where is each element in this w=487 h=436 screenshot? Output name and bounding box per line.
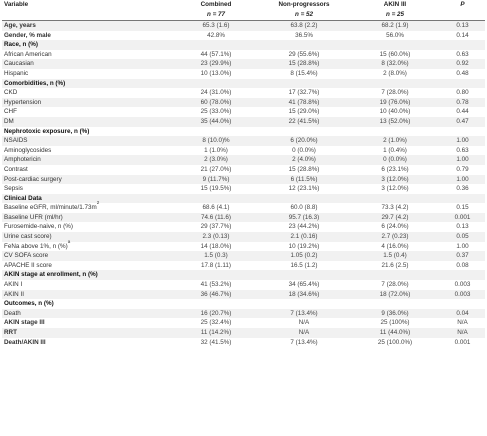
value-p: 0.05 bbox=[440, 232, 485, 242]
value-combined: 24 (31.0%) bbox=[174, 88, 258, 98]
row-label-superscript: 2 bbox=[96, 200, 100, 206]
section-header-row bbox=[2, 79, 485, 89]
value-p: 1.00 bbox=[440, 242, 485, 252]
value-akin-iii: 9 (36.0%) bbox=[350, 309, 440, 319]
value-akin-iii: 7 (28.0%) bbox=[350, 280, 440, 290]
value-p: 0.63 bbox=[440, 146, 485, 156]
value-p: 0.13 bbox=[440, 222, 485, 232]
value-akin-iii: 15 (60.0%) bbox=[350, 50, 440, 60]
value-akin-iii: 7 (28.0%) bbox=[350, 88, 440, 98]
value-combined: 36 (46.7%) bbox=[174, 290, 258, 300]
table-row bbox=[2, 261, 485, 271]
value-non-progressors: 6 (20.0%) bbox=[258, 136, 350, 146]
section-label: Outcomes, n (%) bbox=[2, 299, 485, 309]
value-akin-iii: 73.3 (4.2) bbox=[350, 203, 440, 213]
section-header-row bbox=[2, 270, 485, 280]
row-label-text: Post-cardiac surgery bbox=[4, 175, 62, 183]
value-combined: 15 (19.5%) bbox=[174, 184, 258, 194]
value-non-progressors: 6 (11.5%) bbox=[258, 175, 350, 185]
value-akin-iii: 1 (0.4%) bbox=[350, 146, 440, 156]
value-combined: 74.6 (11.6) bbox=[174, 213, 258, 223]
table-body bbox=[2, 21, 485, 348]
row-label bbox=[2, 213, 174, 223]
row-label-text: AKIN stage III bbox=[4, 319, 45, 327]
value-combined: 25 (32.4%) bbox=[174, 318, 258, 328]
value-p: 0.63 bbox=[440, 50, 485, 60]
table-row bbox=[2, 146, 485, 156]
value-akin-iii: 1.5 (0.4) bbox=[350, 251, 440, 261]
value-non-progressors: 63.8 (2.2) bbox=[258, 21, 350, 31]
row-label-text: Aminoglycosides bbox=[4, 146, 52, 154]
table-row bbox=[2, 222, 485, 232]
value-akin-iii: 19 (76.0%) bbox=[350, 98, 440, 108]
row-label-text: CKD bbox=[4, 89, 18, 97]
table-row bbox=[2, 280, 485, 290]
table-row bbox=[2, 98, 485, 108]
table-row bbox=[2, 338, 485, 348]
header-akin-iii: AKIN III bbox=[350, 0, 440, 10]
value-combined: 2 (3.0%) bbox=[174, 155, 258, 165]
header-non-progressors: Non-progressors bbox=[258, 0, 350, 10]
value-akin-iii: 10 (40.0%) bbox=[350, 107, 440, 117]
row-label-text: CV SOFA score bbox=[4, 252, 49, 260]
row-label bbox=[2, 200, 174, 213]
value-combined: 8 (10.0)% bbox=[174, 136, 258, 146]
value-non-progressors: 36.5% bbox=[258, 31, 350, 41]
table-row bbox=[2, 290, 485, 300]
value-p: 1.00 bbox=[440, 155, 485, 165]
header-variable: Variable bbox=[2, 0, 174, 10]
table-row bbox=[2, 31, 485, 41]
value-combined: 17.8 (1.11) bbox=[174, 261, 258, 271]
table-row bbox=[2, 21, 485, 31]
row-label-superscript: a bbox=[67, 238, 71, 244]
row-label-text: Baseline UFR (ml/hr) bbox=[4, 213, 63, 221]
value-akin-iii: 13 (52.0%) bbox=[350, 117, 440, 127]
row-label bbox=[2, 222, 174, 232]
value-akin-iii: 4 (16.0%) bbox=[350, 242, 440, 252]
row-label-text: African American bbox=[4, 50, 52, 58]
row-label-text: Death bbox=[4, 309, 21, 317]
row-label-text: Urine cast score) bbox=[4, 233, 52, 241]
header-n-akin-iii: n = 25 bbox=[350, 10, 440, 21]
value-combined: 44 (57.1%) bbox=[174, 50, 258, 60]
table-row bbox=[2, 251, 485, 261]
header-n-blank bbox=[2, 10, 174, 21]
value-non-progressors: 15 (28.8%) bbox=[258, 59, 350, 69]
value-p: 0.36 bbox=[440, 184, 485, 194]
row-label-text: FeNa above 1%, n (%) bbox=[4, 242, 68, 250]
value-akin-iii: 3 (12.0%) bbox=[350, 175, 440, 185]
row-label bbox=[2, 290, 174, 300]
table-row bbox=[2, 155, 485, 165]
section-label: Nephrotoxic exposure, n (%) bbox=[2, 127, 485, 137]
header-row bbox=[2, 0, 485, 10]
value-non-progressors: 18 (34.6%) bbox=[258, 290, 350, 300]
section-label: Race, n (%) bbox=[2, 40, 485, 50]
value-p: 0.78 bbox=[440, 98, 485, 108]
section-label: AKIN stage at enrollment, n (%) bbox=[2, 270, 485, 280]
row-label bbox=[2, 31, 174, 41]
section-header-row bbox=[2, 40, 485, 50]
value-p: 0.79 bbox=[440, 165, 485, 175]
section-label: Comorbidities, n (%) bbox=[2, 79, 485, 89]
table-row bbox=[2, 107, 485, 117]
value-akin-iii: 8 (32.0%) bbox=[350, 59, 440, 69]
row-label-text: NSAIDS bbox=[4, 137, 28, 145]
value-akin-iii: 0 (0.0%) bbox=[350, 155, 440, 165]
row-label-text: Amphotericin bbox=[4, 156, 41, 164]
row-label bbox=[2, 146, 174, 156]
value-p: 0.37 bbox=[440, 251, 485, 261]
value-non-progressors: 41 (78.8%) bbox=[258, 98, 350, 108]
value-non-progressors: 1.05 (0.2) bbox=[258, 251, 350, 261]
value-non-progressors: N/A bbox=[258, 328, 350, 338]
value-p: 0.14 bbox=[440, 31, 485, 41]
row-label-text: APACHE II score bbox=[4, 261, 52, 269]
row-label bbox=[2, 136, 174, 146]
section-header-row bbox=[2, 194, 485, 204]
table-row bbox=[2, 59, 485, 69]
value-p: N/A bbox=[440, 328, 485, 338]
value-combined: 41 (53.2%) bbox=[174, 280, 258, 290]
value-combined: 68.6 (4.1) bbox=[174, 203, 258, 213]
value-akin-iii: 18 (72.0%) bbox=[350, 290, 440, 300]
table-row bbox=[2, 165, 485, 175]
row-label bbox=[2, 155, 174, 165]
value-akin-iii: 21.6 (2.5) bbox=[350, 261, 440, 271]
value-combined: 21 (27.0%) bbox=[174, 165, 258, 175]
value-p: 0.13 bbox=[440, 21, 485, 31]
value-non-progressors: 23 (44.2%) bbox=[258, 222, 350, 232]
table-row bbox=[2, 117, 485, 127]
value-akin-iii: 29.7 (4.2) bbox=[350, 213, 440, 223]
row-label bbox=[2, 338, 174, 348]
value-p: 0.44 bbox=[440, 107, 485, 117]
value-non-progressors: 2 (4.0%) bbox=[258, 155, 350, 165]
value-non-progressors: 2.1 (0.16) bbox=[258, 232, 350, 242]
row-label bbox=[2, 251, 174, 261]
row-label bbox=[2, 165, 174, 175]
row-label bbox=[2, 232, 174, 242]
value-akin-iii: 25 (100.0%) bbox=[350, 338, 440, 348]
table-row bbox=[2, 232, 485, 242]
value-combined: 60 (78.0%) bbox=[174, 98, 258, 108]
row-label-text: Gender, % male bbox=[4, 31, 51, 39]
value-p: 0.001 bbox=[440, 338, 485, 348]
row-label bbox=[2, 98, 174, 108]
row-label-text: Baseline eGFR, ml/minute/1.73m bbox=[4, 204, 97, 212]
value-akin-iii: 2.7 (0.23) bbox=[350, 232, 440, 242]
value-combined: 2.3 (0.13) bbox=[174, 232, 258, 242]
row-label bbox=[2, 328, 174, 338]
section-header-row bbox=[2, 299, 485, 309]
table-row bbox=[2, 136, 485, 146]
row-label-text: Caucasian bbox=[4, 60, 34, 68]
value-combined: 16 (20.7%) bbox=[174, 309, 258, 319]
row-label bbox=[2, 261, 174, 271]
value-combined: 9 (11.7%) bbox=[174, 175, 258, 185]
value-combined: 25 (33.0%) bbox=[174, 107, 258, 117]
value-combined: 14 (18.0%) bbox=[174, 242, 258, 252]
value-non-progressors: 34 (65.4%) bbox=[258, 280, 350, 290]
table-row bbox=[2, 328, 485, 338]
row-label bbox=[2, 88, 174, 98]
value-combined: 29 (37.7%) bbox=[174, 222, 258, 232]
row-label bbox=[2, 175, 174, 185]
table-row bbox=[2, 213, 485, 223]
value-akin-iii: 2 (8.0%) bbox=[350, 69, 440, 79]
value-non-progressors: 22 (41.5%) bbox=[258, 117, 350, 127]
table-row bbox=[2, 203, 485, 213]
row-label bbox=[2, 21, 174, 31]
value-p: 0.003 bbox=[440, 280, 485, 290]
value-p: 0.003 bbox=[440, 290, 485, 300]
table-row bbox=[2, 50, 485, 60]
table-row bbox=[2, 309, 485, 319]
value-non-progressors: 15 (29.0%) bbox=[258, 107, 350, 117]
value-akin-iii: 56.0% bbox=[350, 31, 440, 41]
value-combined: 1.5 (0.3) bbox=[174, 251, 258, 261]
value-non-progressors: 17 (32.7%) bbox=[258, 88, 350, 98]
value-akin-iii: 3 (12.0%) bbox=[350, 184, 440, 194]
value-p: 0.80 bbox=[440, 88, 485, 98]
row-label bbox=[2, 184, 174, 194]
header-combined: Combined bbox=[174, 0, 258, 10]
section-header-row bbox=[2, 127, 485, 137]
row-label-text: CHF bbox=[4, 108, 17, 116]
value-non-progressors: 15 (28.8%) bbox=[258, 165, 350, 175]
value-p: 0.001 bbox=[440, 213, 485, 223]
row-label-text: Death/AKIN III bbox=[4, 338, 46, 346]
value-non-progressors: 0 (0.0%) bbox=[258, 146, 350, 156]
value-p: 0.92 bbox=[440, 59, 485, 69]
value-p: 0.15 bbox=[440, 203, 485, 213]
row-label-text: Hypertension bbox=[4, 98, 42, 106]
patient-characteristics-table bbox=[2, 0, 485, 347]
table-row bbox=[2, 175, 485, 185]
value-non-progressors: 16.5 (1.2) bbox=[258, 261, 350, 271]
row-label bbox=[2, 50, 174, 60]
row-label bbox=[2, 107, 174, 117]
value-akin-iii: 25 (100%) bbox=[350, 318, 440, 328]
value-non-progressors: N/A bbox=[258, 318, 350, 328]
header-n-combined: n = 77 bbox=[174, 10, 258, 21]
row-label bbox=[2, 69, 174, 79]
row-label bbox=[2, 59, 174, 69]
value-combined: 1 (1.0%) bbox=[174, 146, 258, 156]
row-label bbox=[2, 318, 174, 328]
value-akin-iii: 2 (1.0%) bbox=[350, 136, 440, 146]
row-label bbox=[2, 238, 174, 252]
value-akin-iii: 6 (23.1%) bbox=[350, 165, 440, 175]
row-label-text: Hispanic bbox=[4, 69, 29, 77]
header-n-row bbox=[2, 10, 485, 21]
header-p: P bbox=[440, 0, 485, 10]
table-row bbox=[2, 184, 485, 194]
row-label-text: RRT bbox=[4, 329, 17, 336]
row-label-text: Sepsis bbox=[4, 185, 23, 193]
value-non-progressors: 10 (19.2%) bbox=[258, 242, 350, 252]
value-non-progressors: 95.7 (16.3) bbox=[258, 213, 350, 223]
row-label-text: Age, years bbox=[4, 22, 36, 29]
value-p: 1.00 bbox=[440, 136, 485, 146]
value-combined: 42.8% bbox=[174, 31, 258, 41]
value-combined: 65.3 (1.6) bbox=[174, 21, 258, 31]
table-row bbox=[2, 242, 485, 252]
row-label bbox=[2, 309, 174, 319]
value-non-progressors: 7 (13.4%) bbox=[258, 338, 350, 348]
table-row bbox=[2, 69, 485, 79]
row-label bbox=[2, 117, 174, 127]
value-akin-iii: 6 (24.0%) bbox=[350, 222, 440, 232]
row-label-text: AKIN I bbox=[4, 281, 23, 289]
row-label-text: DM bbox=[4, 117, 14, 125]
row-label-text: Furosemide-naive, n (%) bbox=[4, 223, 73, 231]
value-non-progressors: 29 (55.6%) bbox=[258, 50, 350, 60]
value-combined: 32 (41.5%) bbox=[174, 338, 258, 348]
value-p: 0.47 bbox=[440, 117, 485, 127]
value-p: 0.04 bbox=[440, 309, 485, 319]
row-label bbox=[2, 280, 174, 290]
section-label: Clinical Data bbox=[2, 194, 485, 204]
table-row bbox=[2, 88, 485, 98]
row-label-text: AKIN II bbox=[4, 290, 24, 298]
value-p: 1.00 bbox=[440, 175, 485, 185]
value-combined: 35 (44.0%) bbox=[174, 117, 258, 127]
value-non-progressors: 60.0 (8.8) bbox=[258, 203, 350, 213]
row-label-text: Contrast bbox=[4, 165, 28, 173]
value-p: 0.08 bbox=[440, 261, 485, 271]
value-non-progressors: 8 (15.4%) bbox=[258, 69, 350, 79]
header-n-non-progressors: n = 52 bbox=[258, 10, 350, 21]
header-n-p-blank bbox=[440, 10, 485, 21]
value-non-progressors: 12 (23.1%) bbox=[258, 184, 350, 194]
value-combined: 23 (29.9%) bbox=[174, 59, 258, 69]
value-akin-iii: 11 (44.0%) bbox=[350, 328, 440, 338]
value-p: N/A bbox=[440, 318, 485, 328]
table-row bbox=[2, 318, 485, 328]
value-non-progressors: 7 (13.4%) bbox=[258, 309, 350, 319]
value-combined: 10 (13.0%) bbox=[174, 69, 258, 79]
value-combined: 11 (14.2%) bbox=[174, 328, 258, 338]
value-p: 0.48 bbox=[440, 69, 485, 79]
value-akin-iii: 68.2 (1.9) bbox=[350, 21, 440, 31]
